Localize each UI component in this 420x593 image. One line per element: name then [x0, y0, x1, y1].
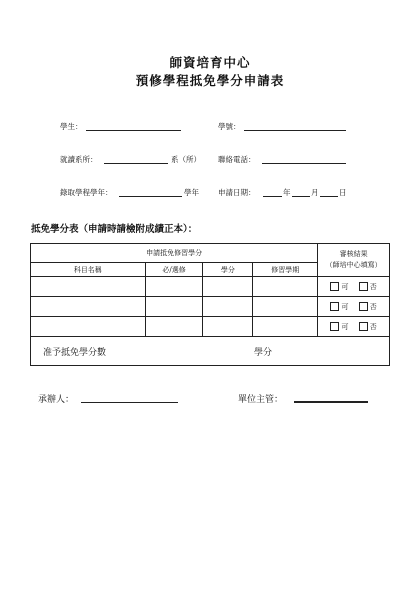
review-cell	[318, 297, 390, 317]
section-title: 抵免學分表（申請時請檢附成績正本）：	[31, 224, 198, 235]
table-group-header: 申請抵免修習學分	[31, 244, 318, 263]
reject-label: 否	[369, 322, 377, 331]
form-title-org: 師資培育中心	[169, 55, 251, 70]
approved-credits-row	[31, 337, 390, 366]
column-header-credits: 學分	[203, 263, 253, 277]
approve-label: 可	[341, 322, 349, 331]
reject-label: 否	[369, 302, 377, 311]
admission-year-label: 錄取學程學年：	[60, 188, 113, 197]
table-row	[31, 297, 390, 317]
approve-label: 可	[341, 282, 349, 291]
review-header-title: 審核結果	[339, 250, 368, 258]
admission-year-field[interactable]	[119, 196, 182, 197]
reject-checkbox[interactable]	[359, 282, 368, 291]
course-cell[interactable]	[31, 297, 146, 317]
type-cell[interactable]	[145, 317, 203, 337]
approved-credits-unit: 學分	[254, 348, 273, 358]
reject-checkbox[interactable]	[359, 302, 368, 311]
course-cell[interactable]	[31, 317, 146, 337]
approve-label: 可	[341, 302, 349, 311]
credits-cell[interactable]	[203, 277, 253, 297]
review-header-note: （師培中心填寫）	[325, 261, 382, 269]
supervisor-label: 單位主管：	[238, 395, 284, 405]
student-id-label: 學號：	[218, 122, 241, 131]
approve-checkbox[interactable]	[330, 282, 339, 291]
approved-credits-cell[interactable]	[31, 337, 390, 366]
column-header-semester: 修習學期	[253, 263, 318, 277]
credits-cell[interactable]	[203, 297, 253, 317]
student-name-field[interactable]	[86, 130, 181, 131]
form-title: 預修學程抵免學分申請表	[135, 73, 285, 88]
phone-label: 聯絡電話：	[218, 155, 256, 164]
approved-credits-label: 准予抵免學分數	[43, 348, 107, 358]
apply-date-month-field[interactable]	[292, 196, 310, 197]
column-header-course: 科目名稱	[31, 263, 146, 277]
reject-label: 否	[369, 282, 377, 291]
type-cell[interactable]	[145, 297, 203, 317]
supervisor-signature-field[interactable]	[294, 401, 368, 403]
review-cell	[318, 317, 390, 337]
department-field[interactable]	[104, 163, 168, 164]
student-name-label: 學生：	[60, 122, 83, 131]
apply-date-year-field[interactable]	[263, 196, 282, 197]
table-row	[31, 277, 390, 297]
approve-checkbox[interactable]	[330, 322, 339, 331]
credits-cell[interactable]	[203, 317, 253, 337]
column-header-type: 必/選修	[145, 263, 203, 277]
semester-cell[interactable]	[253, 277, 318, 297]
type-cell[interactable]	[145, 277, 203, 297]
review-cell	[318, 277, 390, 297]
handler-signature-field[interactable]	[81, 402, 178, 403]
course-cell[interactable]	[31, 277, 146, 297]
admission-year-suffix: 學年	[184, 188, 199, 197]
department-label: 就讀系所：	[60, 155, 98, 164]
apply-date-year-label: 年	[283, 188, 291, 197]
phone-field[interactable]	[262, 163, 346, 164]
apply-date-day-label: 日	[339, 188, 347, 197]
apply-date-label: 申請日期：	[218, 188, 256, 197]
apply-date-month-label: 月	[311, 188, 319, 197]
semester-cell[interactable]	[253, 317, 318, 337]
apply-date-day-field[interactable]	[320, 196, 338, 197]
approve-checkbox[interactable]	[330, 302, 339, 311]
department-suffix: 系（所）	[171, 155, 201, 164]
review-header	[318, 244, 390, 277]
semester-cell[interactable]	[253, 297, 318, 317]
credits-table	[30, 243, 390, 366]
handler-label: 承辦人：	[38, 395, 75, 405]
student-id-field[interactable]	[244, 130, 346, 131]
table-row	[31, 317, 390, 337]
reject-checkbox[interactable]	[359, 322, 368, 331]
